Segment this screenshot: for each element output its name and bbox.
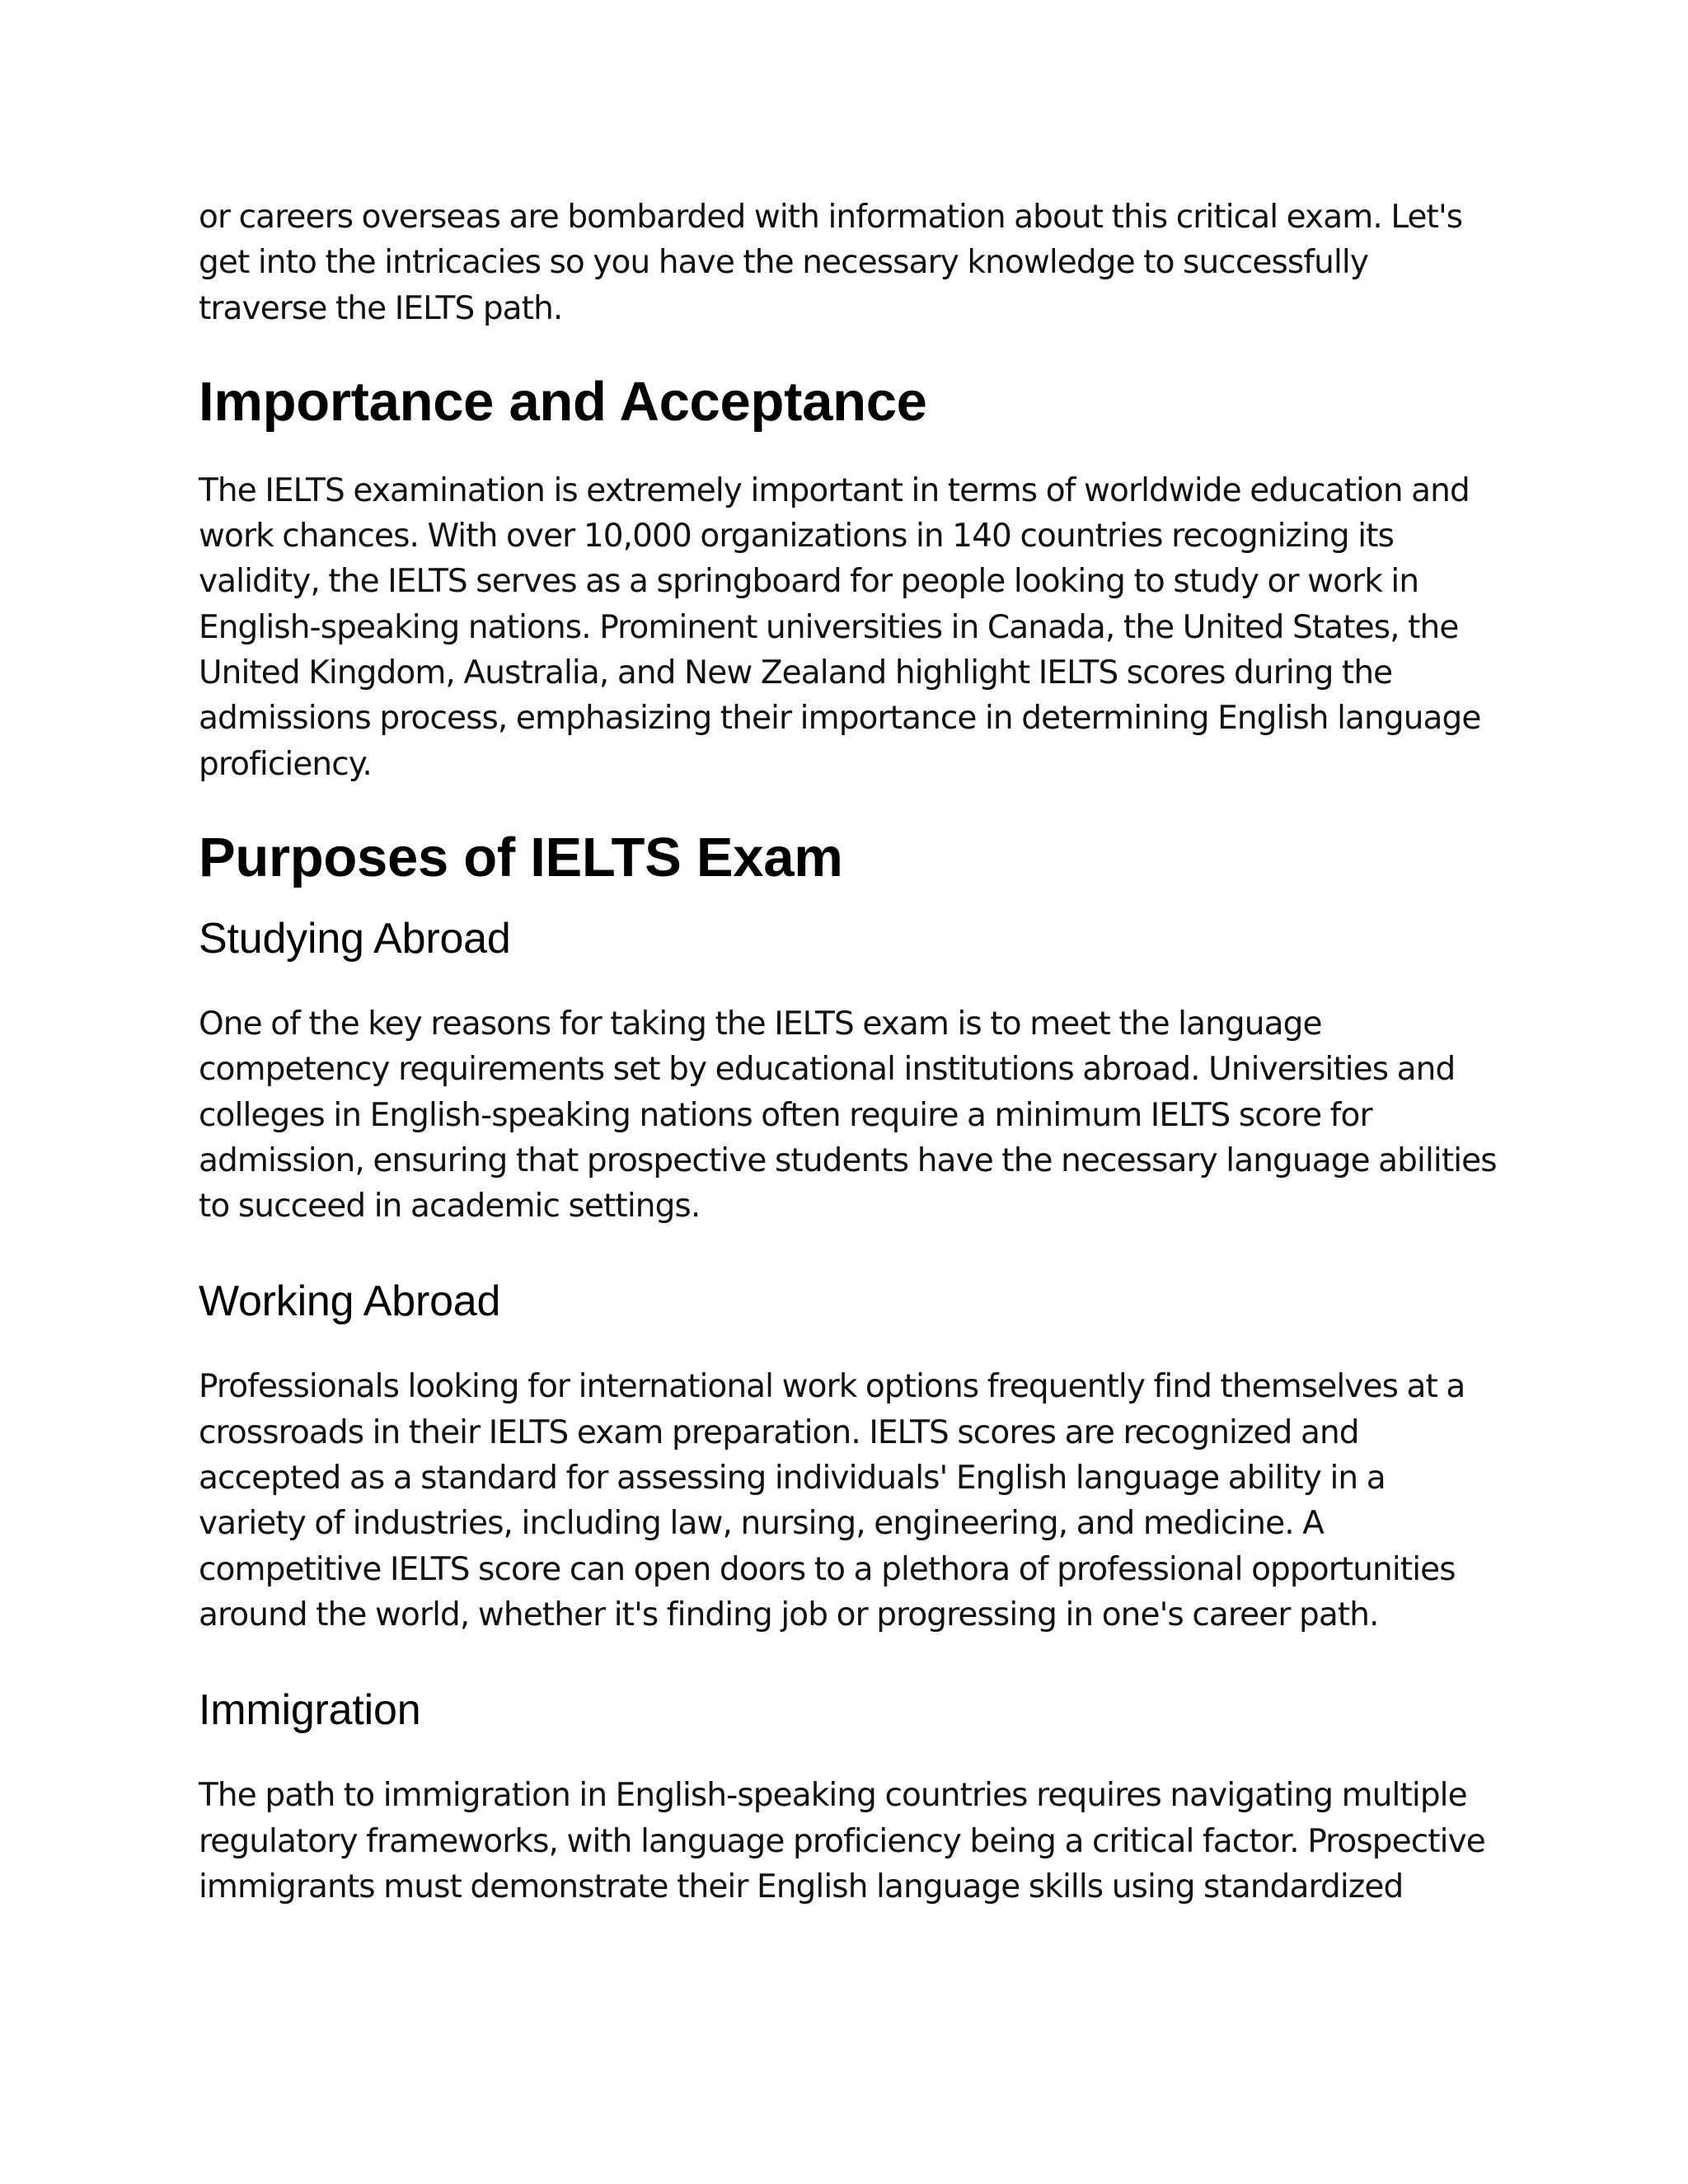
paragraph-studying-abroad: One of the key reasons for taking the IELTS exam is to meet the language competency requirements set by educational institutions abroad. Universities and colleges in English-speaking nations often require a minimum IELTS score for admission, ensuring that prospective students have the necessary language abilities to succeed in academic settings. xyxy=(199,1005,1497,1226)
document-page xyxy=(199,194,1501,1910)
subheading-immigration: Immigration xyxy=(199,1686,421,1735)
heading-importance-and-acceptance: Importance and Acceptance xyxy=(199,370,927,433)
subheading-studying-abroad: Studying Abroad xyxy=(199,914,511,963)
subheading-working-abroad: Working Abroad xyxy=(199,1277,501,1326)
heading-purposes-of-ielts-exam: Purposes of IELTS Exam xyxy=(199,826,843,888)
paragraph-immigration: The path to immigration in English-speaking countries requires navigating multiple regulatory frameworks, with language proficiency being a critical factor. Prospective immigrants must demonstrate their English language skills using standardized xyxy=(199,1777,1485,1905)
paragraph-importance-and-acceptance: The IELTS examination is extremely important in terms of worldwide education and work chances. With over 10,000 organizations in 140 countries recognizing its validity, the IELTS serves as a springboard for people looking to study or work in English-speaking nations. Prominent universities in Canada, the United States, the United Kingdom, Australia, and New Zealand highlight IELTS scores during the admissions process, emphasizing their importance in determining English language proficiency. xyxy=(199,471,1481,783)
paragraph-working-abroad: Professionals looking for international work options frequently find themselves at a crossroads in their IELTS exam preparation. IELTS scores are recognized and accepted as a standard for assessing individuals' English language ability in a variety of industries, including law, nursing, engineering, and medicine. A competitive IELTS score can open doors to a plethora of professional opportunities around the world, whether it's finding job or progressing in one's career path. xyxy=(199,1368,1465,1633)
intro-paragraph: or careers overseas are bombarded with information about this critical exam. Let's get into the intricacies so you have the necessary knowledge to successfully traverse the IELTS path. xyxy=(199,199,1463,327)
